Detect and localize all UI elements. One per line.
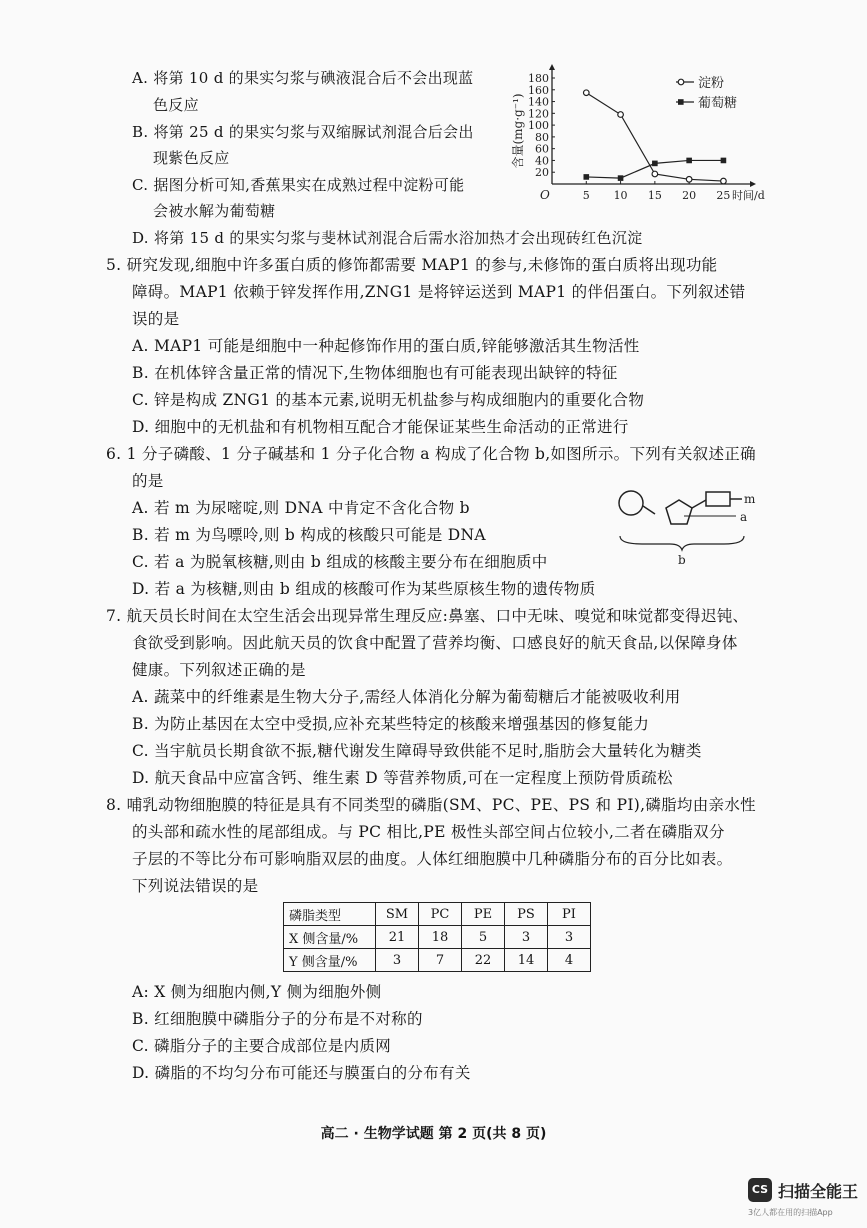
table-cell: 5 [462,926,505,949]
table-header-cell: PS [505,903,548,926]
legend-marker-0 [678,79,684,85]
q7-option-a: A. 蔬菜中的纤维素是生物大分子,需经人体消化分解为葡萄糖后才能被吸收利用 [132,688,681,706]
x-tick-label: 20 [682,189,697,202]
q4-option-b-cont: 现紫色反应 [153,149,230,167]
y-tick-label: 60 [535,142,549,156]
table-cell: X 侧含量/% [284,926,376,949]
y-tick-label: 120 [528,107,549,121]
q7-stem-2: 食欲受到影响。因此航天员的饮食中配置了营养均衡、口感良好的航天食品,以保障身体 [132,634,738,652]
y-axis-arrow [549,64,555,70]
q5-option-d: D. 细胞中的无机盐和有机物相互配合才能保证某些生命活动的正常进行 [132,418,629,436]
q7-option-d: D. 航天食品中应富含钙、维生素 D 等营养物质,可在一定程度上预防骨质疏松 [132,769,673,787]
data-point-0 [652,171,658,177]
table-header-row [284,903,591,926]
y-axis-label: 含量(mg·g⁻¹) [511,93,525,169]
q6-option-d: D. 若 a 为核糖,则由 b 组成的核酸可作为某些原核生物的遗传物质 [132,580,596,598]
table-header-cell: PI [548,903,591,926]
base-bond [692,500,706,508]
data-point-1 [721,158,727,164]
data-point-1 [618,175,624,181]
y-tick-label: 140 [528,95,549,109]
q7-stem-3: 健康。下列叙述正确的是 [132,661,306,679]
y-tick-label: 40 [535,154,549,168]
legend-label-1: 葡萄糖 [698,96,738,111]
label-b: b [678,553,686,567]
x-tick-label: 5 [582,189,590,202]
y-tick-label: 160 [528,83,549,97]
table-cell: 7 [419,949,462,972]
q5-stem-2: 障碍。MAP1 依赖于锌发挥作用,ZNG1 是将锌运送到 MAP1 的伴侣蛋白。下列叙述错 [132,283,746,301]
table-cell: 22 [462,949,505,972]
q4-option-b: B. 将第 25 d 的果实匀浆与双缩脲试剂混合后会出 [132,123,474,141]
data-point-1 [652,161,658,167]
table-header-cell: PC [419,903,462,926]
q8-stem-1: 8. 哺乳动物细胞膜的特征是具有不同类型的磷脂(SM、PC、PE、PS 和 PI),磷脂均由亲水性 [106,796,756,814]
y-tick-label: 80 [535,130,549,144]
data-point-1 [583,174,589,180]
data-point-0 [721,178,727,184]
phosphate-circle [619,491,643,515]
x-axis-arrow [750,181,756,187]
x-axis-label: 时间/d [732,189,765,202]
label-m: m [744,492,756,506]
camscanner-logo-icon: CS [748,1178,772,1202]
table-cell: Y 侧含量/% [284,949,376,972]
watermark-name: 扫描全能王 [778,1182,859,1201]
label-a: a [740,510,748,524]
q4-option-d: D. 将第 15 d 的果实匀浆与斐林试剂混合后需水浴加热才会出现砖红色沉淀 [132,229,643,247]
q8-option-b: B. 红细胞膜中磷脂分子的分布是不对称的 [132,1010,423,1028]
table-header-cell: PE [462,903,505,926]
q5-option-a: A. MAP1 可能是细胞中一种起修饰作用的蛋白质,锌能够激活其生物活性 [132,337,640,355]
nucleotide-diagram [612,486,772,568]
q4-option-c-cont: 会被水解为葡萄糖 [153,202,276,220]
q4-option-a-cont: 色反应 [153,96,199,114]
q6-option-a: A. 若 m 为尿嘧啶,则 DNA 中肯定不含化合物 b [132,499,470,517]
q8-stem-2: 的头部和疏水性的尾部组成。与 PC 相比,PE 极性头部空间占位较小,二者在磷脂双分 [132,823,725,841]
x-tick-label: 15 [647,189,662,202]
q5-option-c: C. 锌是构成 ZNG1 的基本元素,说明无机盐参与构成细胞内的重要化合物 [132,391,645,409]
legend-label-0: 淀粉 [698,76,725,91]
x-tick-label: 10 [613,189,628,202]
legend-marker-1 [678,99,684,105]
q8-stem-4: 下列说法错误的是 [132,877,259,895]
starch-glucose-chart [506,62,766,212]
q7-option-c: C. 当宇航员长期食欲不振,糖代谢发生障碍导致供能不足时,脂肪会大量转化为糖类 [132,742,702,760]
data-point-0 [583,90,589,96]
data-point-1 [686,158,692,164]
q6-option-b: B. 若 m 为鸟嘌呤,则 b 构成的核酸只可能是 DNA [132,526,486,544]
scanner-watermark [748,1178,858,1222]
y-tick-label: 180 [528,72,549,85]
origin-label: O [540,188,550,202]
table-cell: 3 [376,949,419,972]
table-row [284,949,591,972]
base-rect [706,492,730,506]
q4-option-a: A. 将第 10 d 的果实匀浆与碘液混合后不会出现蓝 [132,69,474,87]
data-point-0 [618,112,624,118]
page-footer: 高二 · 生物学试题 第 2 页(共 8 页) [320,1126,547,1142]
table-cell: 4 [548,949,591,972]
table-header-cell: 磷脂类型 [284,903,376,926]
table-cell: 21 [376,926,419,949]
q5-stem-3: 误的是 [132,310,180,328]
pentose-sugar [666,500,692,524]
q8-option-d: D. 磷脂的不均匀分布可能还与膜蛋白的分布有关 [132,1064,471,1082]
q5-option-b: B. 在机体锌含量正常的情况下,生物体细胞也有可能表现出缺锌的特征 [132,364,618,382]
b-brace [620,536,744,550]
q8-option-c: C. 磷脂分子的主要合成部位是内质网 [132,1037,392,1055]
watermark-subtitle: 3亿人都在用的扫描App [748,1208,833,1217]
table-cell: 3 [505,926,548,949]
table-cell: 18 [419,926,462,949]
q4-option-c: C. 据图分析可知,香蕉果实在成熟过程中淀粉可能 [132,176,465,194]
q6-stem-2: 的是 [132,472,164,490]
y-tick-label: 20 [535,166,549,180]
data-point-0 [686,176,692,182]
q7-stem-1: 7. 航天员长时间在太空生活会出现异常生理反应:鼻塞、口中无味、嗅觉和味觉都变得迟钝、 [106,607,749,625]
phospholipid-table [283,902,591,972]
table-cell: 14 [505,949,548,972]
x-tick-label: 25 [716,189,731,202]
table-header-cell: SM [376,903,419,926]
phosphate-bond [643,506,655,514]
q5-stem-1: 5. 研究发现,细胞中许多蛋白质的修饰都需要 MAP1 的参与,未修饰的蛋白质将出现功能 [106,256,718,274]
table-row [284,926,591,949]
q6-stem-1: 6. 1 分子磷酸、1 分子碱基和 1 分子化合物 a 构成了化合物 b,如图所示。下列有关叙述正确 [106,445,756,463]
q7-option-b: B. 为防止基因在太空中受损,应补充某些特定的核酸来增强基因的修复能力 [132,715,650,733]
y-tick-label: 100 [528,119,549,133]
table-cell: 3 [548,926,591,949]
q8-stem-3: 子层的不等比分布可影响脂双层的曲度。人体红细胞膜中几种磷脂分布的百分比如表。 [132,850,733,868]
q8-option-a: A: X 侧为细胞内侧,Y 侧为细胞外侧 [132,983,382,1001]
q6-option-c: C. 若 a 为脱氧核糖,则由 b 组成的核酸主要分布在细胞质中 [132,553,548,571]
